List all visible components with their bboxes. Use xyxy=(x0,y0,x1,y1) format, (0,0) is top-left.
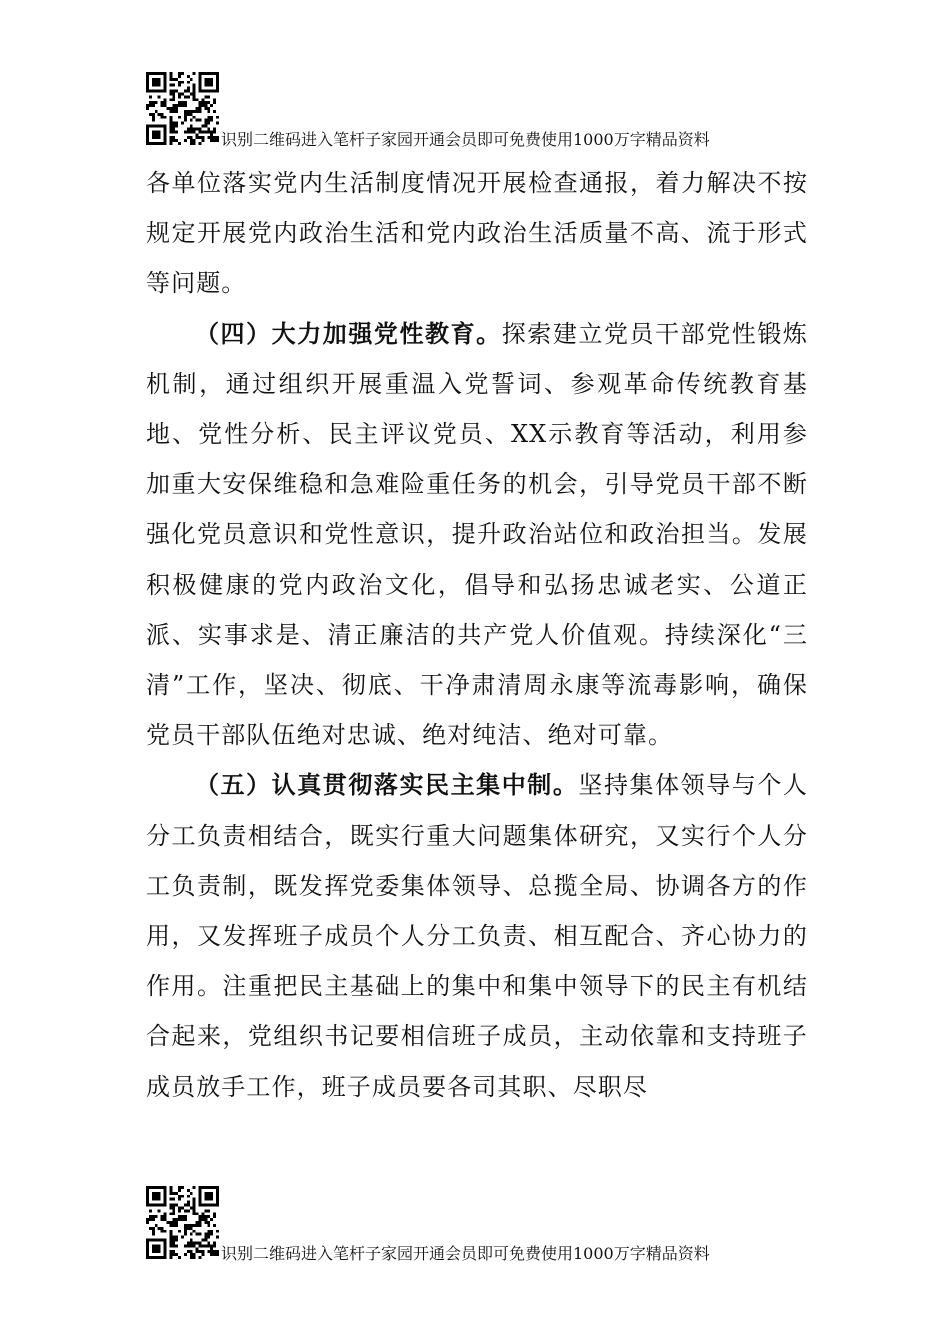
paragraph-text: 探索建立党员干部党性锻炼机制，通过组织开展重温入党誓词、参观革命传统教育基地、党性分析、民主评议党员、XX示教育等活动，利用参加重大安保维稳和急难险重任务的机会，引导党员干部不断强化党员意识和党性意识，提升政治站位和政治担当。发展积极健康的党内政治文化，倡导和弘扬忠诚老实、公道正派、实事求是、清正廉洁的共产党人价值观。持续深化“三清”工作，坚决、彻底、干净肃清周永康等流毒影响，确保党员干部队伍绝对忠诚、绝对纯洁、绝对可靠。 xyxy=(146,319,809,750)
promo-banner-text: 识别二维码进入笔杆子家园开通会员即可免费使用1000万字精品资料 xyxy=(221,1244,710,1263)
promo-banner-text: 识别二维码进入笔杆子家园开通会员即可免费使用1000万字精品资料 xyxy=(221,130,710,149)
paragraph-text: 坚持集体领导与个人分工负责相结合，既实行重大问题集体研究，又实行个人分工负责制，既发挥党委集体领导、总揽全局、协调各方的作用，又发挥班子成员个人分工负责、相互配合、齐心协力的作用。注重把民主基础上的集中和集中领导下的民主有机结合起来，党组织书记要相信班子成员，主动依靠和支持班子成员放手工作，班子成员要各司其职、尽职尽 xyxy=(146,771,809,1101)
section-heading: （五）认真贯彻落实民主集中制。 xyxy=(195,771,579,800)
paragraph: 各单位落实党内生活制度情况开展检查通报，着力解决不按规定开展党内政治生活和党内政治生活质量不高、流于形式等问题。 xyxy=(146,169,808,298)
paragraph xyxy=(146,760,808,1111)
qr-code-icon xyxy=(146,1186,219,1259)
paragraph xyxy=(146,309,808,761)
document-body xyxy=(146,158,808,1112)
qr-code-icon xyxy=(146,72,219,145)
section-heading: （四）大力加强党性教育。 xyxy=(195,319,502,348)
